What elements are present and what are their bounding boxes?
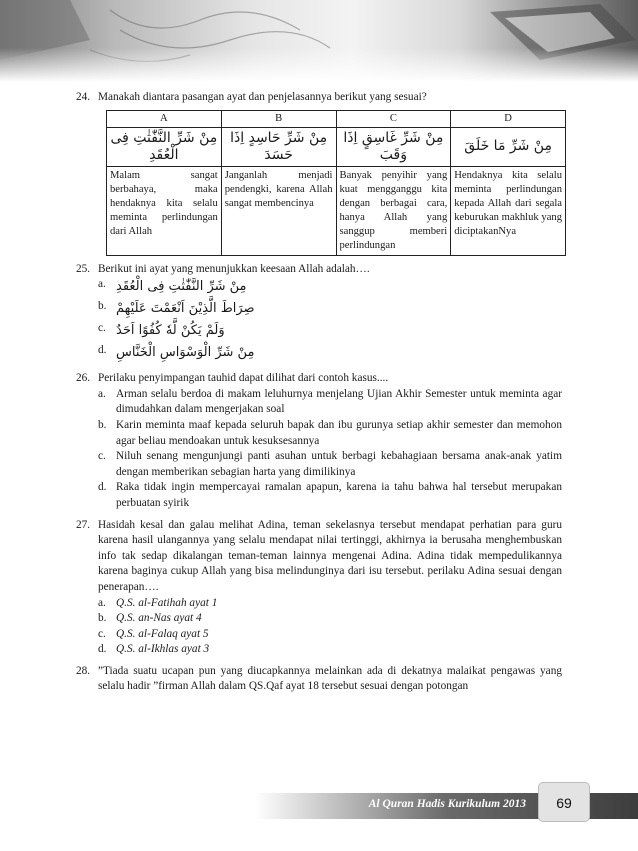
option-text: Q.S. al-Ikhlas ayat 3 bbox=[116, 643, 210, 656]
question-text: Hasidah kesal dan galau melihat Adina, teman sekelasnya tersebut mendapat perhatian para guru karena hasil ulangannya yang selalu mendapat nilai tertinggi, akhirnya ia berusaha menghembuskan info tak sedap dikalangan teman-teman lainnya mengenai Adina. Adina tidak mempedulikannya karena baginya cukup Allah yang bisa melindunginya dari isu tersebut. perilaku Adina sesuai dengan penerapan…. bbox=[98, 518, 562, 593]
question-number: 24. bbox=[76, 91, 91, 103]
option-a[interactable] bbox=[98, 596, 562, 612]
option-letter: d. bbox=[98, 643, 107, 656]
question-text: Perilaku penyimpangan tauhid dapat dilihat dari contoh kasus.... bbox=[98, 372, 389, 385]
arabic-row bbox=[107, 127, 566, 166]
arabic-verse-c: مِنْ شَرِّ غَاسِقٍ اِذَا وَقَبَ bbox=[336, 127, 451, 166]
question-25 bbox=[76, 262, 562, 366]
option-arabic: وَلَمْ يَكُنْ لَّهٗ كُفُوًا اَحَدٌ bbox=[116, 323, 225, 339]
option-letter: a. bbox=[98, 387, 106, 400]
option-d[interactable] bbox=[98, 642, 562, 658]
option-b[interactable] bbox=[98, 611, 562, 627]
option-text: Q.S. al-Falaq ayat 5 bbox=[116, 627, 209, 640]
page-number: 69 bbox=[538, 782, 590, 822]
option-text: Q.S. al-Fatihah ayat 1 bbox=[116, 596, 218, 609]
question-text: Manakah diantara pasangan ayat dan penjelasannya berikut yang sesuai? bbox=[98, 91, 427, 103]
option-d[interactable] bbox=[98, 480, 562, 511]
option-arabic: مِنْ شَرِّ الْوَسْوَاسِ الْخَنَّاسِ bbox=[116, 345, 255, 361]
question-27 bbox=[76, 518, 562, 658]
question-28 bbox=[76, 664, 562, 695]
page-content bbox=[76, 90, 562, 701]
option-a[interactable] bbox=[98, 387, 562, 418]
question-text: Berikut ini ayat yang menunjukkan keesaan Allah adalah…. bbox=[98, 262, 370, 275]
option-text: Karin meminta maaf kepada seluruh bapak dan ibu gurunya setiap akhir semester dan memohon agar beliau mendoakan untuk kesuksesannya bbox=[116, 418, 562, 447]
option-letter: d. bbox=[98, 344, 107, 357]
option-letter: c. bbox=[98, 627, 106, 640]
explanation-row bbox=[107, 166, 566, 255]
option-d[interactable] bbox=[98, 343, 562, 365]
question-24 bbox=[76, 90, 562, 256]
option-letter: b. bbox=[98, 418, 107, 431]
option-letter: a. bbox=[98, 596, 106, 609]
explanation-b: Janganlah menjadi pendengki, karena Allah sangat membencinya bbox=[221, 166, 336, 255]
option-c[interactable] bbox=[98, 321, 562, 343]
option-text: Raka tidak ingin mempercayai ramalan apapun, karena ia tahu bahwa hal tersebut merupakan perbuatan syirik bbox=[116, 481, 562, 509]
column-header-a: A bbox=[107, 110, 222, 127]
arabic-verse-b: مِنْ شَرِّ حَاسِدٍ اِذَا حَسَدَ bbox=[221, 127, 336, 166]
option-b[interactable] bbox=[98, 299, 562, 321]
option-letter: a. bbox=[98, 278, 106, 291]
question-number: 27. bbox=[76, 518, 91, 531]
option-letter: b. bbox=[98, 300, 107, 313]
option-letter: d. bbox=[98, 481, 107, 494]
explanation-d: Hendaknya kita selalu meminta perlindungan kepada Allah dari segala keburukan makhluk yang diciptakanNya bbox=[451, 166, 566, 255]
option-text: Q.S. an-Nas ayat 4 bbox=[116, 612, 202, 625]
question-number: 26. bbox=[76, 372, 91, 385]
column-header-c: C bbox=[336, 110, 451, 127]
option-text: Niluh senang mengunjungi panti asuhan untuk berbagi kebahagiaan bersama anak-anak yatim dengan memberikan sebagian harta yang dimilikinya bbox=[116, 450, 562, 478]
arabic-verse-d: مِنْ شَرِّ مَا خَلَقَ bbox=[451, 127, 566, 166]
option-letter: c. bbox=[98, 450, 106, 463]
explanation-c: Banyak penyihir yang kuat mengganggu kita dengan berbagai cara, hanya Allah yang sanggup memberi perlindungan bbox=[336, 166, 451, 255]
column-header-d: D bbox=[451, 110, 566, 127]
question-number: 28. bbox=[76, 664, 91, 677]
table-header-row bbox=[107, 110, 566, 127]
question-26 bbox=[76, 371, 562, 511]
footer-title: Al Quran Hadis Kurikulum 2013 bbox=[368, 798, 526, 810]
explanation-a: Malam sangat berbahaya, maka hendaknya kita selalu meminta perlindungan dari Allah bbox=[107, 166, 222, 255]
option-letter: b. bbox=[98, 612, 107, 625]
option-text: Arman selalu berdoa di makam leluhurnya menjelang Ujian Akhir Semester untuk meminta agar dimudahkan dalam mengerjakan soal bbox=[116, 387, 562, 416]
option-arabic: مِنْ شَرِّ النَّفّٰثٰتِ فِى الْعُقَدِ bbox=[116, 279, 247, 295]
question-number: 25. bbox=[76, 262, 91, 275]
question-text: ”Tiada suatu ucapan pun yang diucapkannya melainkan ada di dekatnya malaikat pengawas yang selalu hadir ”firman Allah dalam QS.Qaf ayat 18 tersebut sesuai dengan potongan bbox=[98, 664, 562, 693]
column-header-b: B bbox=[221, 110, 336, 127]
header-banner bbox=[0, 0, 638, 82]
option-b[interactable] bbox=[98, 418, 562, 449]
option-c[interactable] bbox=[98, 449, 562, 480]
answer-table bbox=[106, 110, 566, 256]
arabic-verse-a: مِنْ شَرِّ النَّفّٰثٰتِ فِى الْعُقَدِ bbox=[107, 127, 222, 166]
option-letter: c. bbox=[98, 322, 106, 335]
option-a[interactable] bbox=[98, 277, 562, 299]
option-arabic: صِرَاطَ الَّذِيْنَ اَنْعَمْتَ عَلَيْهِمْ bbox=[116, 301, 255, 317]
option-c[interactable] bbox=[98, 627, 562, 643]
